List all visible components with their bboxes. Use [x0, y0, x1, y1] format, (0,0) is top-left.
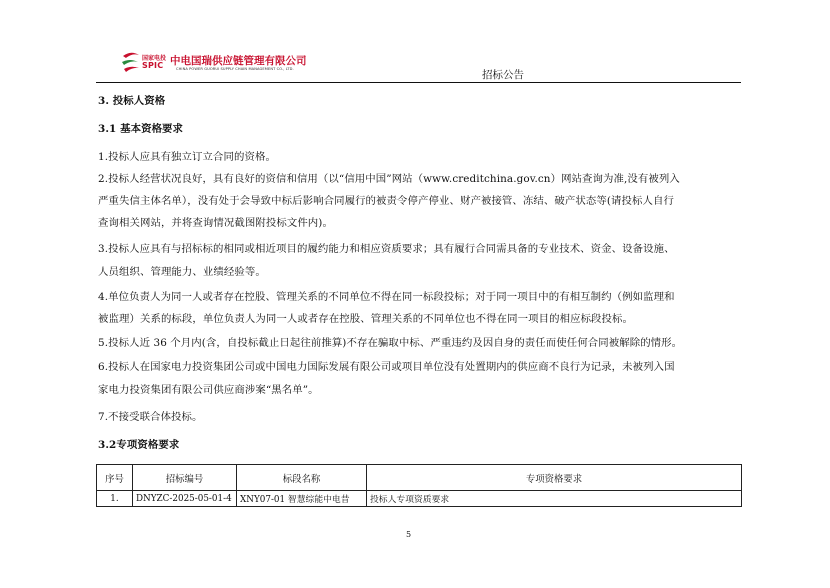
doc-title: 招标公告 — [482, 69, 524, 81]
paragraph-line: 严重失信主体名单），没有处于会导致中标后影响合同履行的被责令停产停业、财产被接管、冻结、破产状态等(请投标人自行 — [98, 195, 674, 207]
paragraph-line: 6.投标人在国家电力投资集团公司或中国电力国际发展有限公司或项目单位没有处置期内的供应商不良行为记录，未被列入国 — [98, 361, 675, 373]
paragraph-line: 3.投标人应具有与招标标的相同或相近项目的履约能力和相应资质要求；具有履行合同需具备的专业技术、资金、设备设施、 — [98, 243, 675, 255]
cell-tender-no: DNYZC-2025-05-01-4 — [133, 491, 237, 507]
header-divider — [96, 82, 741, 83]
brand-company-cn: 中电国瑞供应链管理有限公司 — [170, 55, 307, 67]
table-row — [97, 491, 742, 507]
page-number: 5 — [406, 530, 412, 539]
special-requirements-heading: 3.2专项资格要求 — [98, 439, 180, 451]
cell-special-requirement: 投标人专项资质要求 — [367, 491, 742, 507]
cell-seq: 1. — [97, 491, 133, 507]
paragraph-line: 家电力投资集团有限公司供应商涉案“黑名单”。 — [98, 384, 319, 396]
paragraph-line: 查询相关网站，并将查询情况截图附投标文件内)。 — [98, 217, 333, 229]
paragraph-line: 1.投标人应具有独立订立合同的资格。 — [98, 151, 276, 163]
table-header-row — [97, 465, 742, 491]
brand-company-en: CHINA POWER GUORUI SUPPLY CHAIN MANAGEMENT CO., LTD. — [176, 67, 294, 71]
section-heading: 3. 投标人资格 — [98, 95, 166, 107]
column-header-seq: 序号 — [97, 465, 133, 491]
requirements-table — [96, 464, 742, 507]
paragraph-line: 人员组织、管理能力、业绩经验等。 — [98, 266, 266, 278]
paragraph-line: 7.不接受联合体投标。 — [98, 411, 203, 423]
paragraph-line: 2.投标人经营状况良好，具有良好的资信和信用（以“信用中国”网站（www.creditchina.gov.cn）网站查询为准,没有被列入 — [98, 173, 680, 185]
column-header-special-requirement: 专项资格要求 — [367, 465, 742, 491]
paragraph-line: 5.投标人近 36 个月内(含，自投标截止日起往前推算)不存在骗取中标、严重违约及因自身的责任而使任何合同被解除的情形。 — [98, 337, 683, 349]
paragraph-line: 被监理）关系的标段，单位负责人为同一人或者存在控股、管理关系的不同单位也不得在同一项目的相应标段投标。 — [98, 313, 634, 325]
cell-lot-name: XNY07-01 智慧综能中电昔 — [237, 491, 367, 507]
company-logo — [120, 50, 320, 76]
spic-logo-icon — [120, 50, 142, 74]
brand-spic: SPIC — [142, 61, 164, 70]
paragraph-line: 4.单位负责人为同一人或者存在控股、管理关系的不同单位不得在同一标段投标；对于同一项目中的有相互制约（例如监理和 — [98, 291, 675, 303]
brand-small-cn: 国家电投 — [142, 55, 167, 62]
basic-requirements-heading: 3.1 基本资格要求 — [98, 123, 184, 135]
column-header-tender-no: 招标编号 — [133, 465, 237, 491]
column-header-lot-name: 标段名称 — [237, 465, 367, 491]
